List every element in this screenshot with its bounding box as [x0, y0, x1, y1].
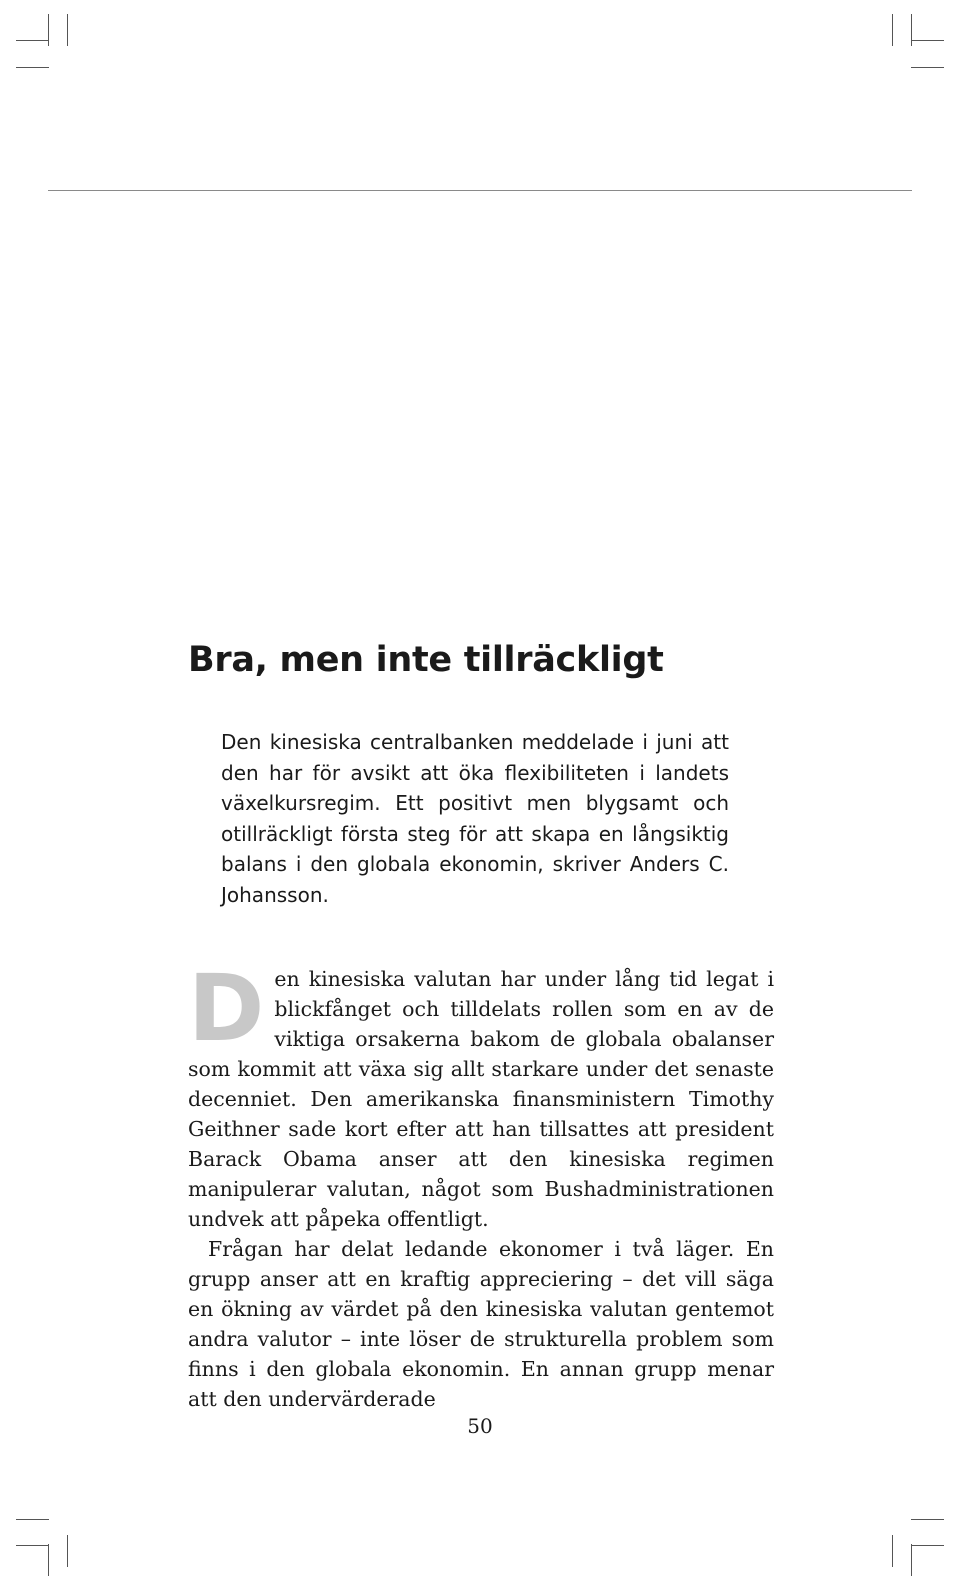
- crop-mark-top-left-h2: [16, 67, 49, 68]
- body-paragraph-1-text: en kinesiska valutan har under lång tid legat i blickfånget och tilldelats rollen som en av de viktiga orsakerna bakom de globala obalanser som kommit att växa sig allt starkare under det senaste decenniet. Den amerikanska finansministern Timothy Geithner sade kort efter att han tillsattes att president Barack Obama anser att den kinesiska regimen manipulerar valutan, något som Bushadministrationen undvek att påpeka offentligt.: [188, 967, 774, 1231]
- body-paragraph-2: Frågan har delat ledande ekonomer i två läger. En grupp anser att en kraftig appreciering – det vill säga en ökning av värdet på den kinesiska valutan gentemot andra valutor – inte löser de strukturella problem som finns i den globala ekonomin. En annan grupp menar att den undervärderade: [188, 1237, 774, 1411]
- crop-mark-top-left-v: [48, 14, 49, 46]
- crop-mark-top-left-h: [16, 40, 49, 41]
- crop-mark-bottom-left-v: [48, 1544, 49, 1576]
- crop-mark-top-right-v: [911, 14, 912, 46]
- crop-mark-bottom-left-h: [16, 1519, 49, 1520]
- article-body: [188, 955, 774, 1414]
- article-lead: Den kinesiska centralbanken meddelade i juni att den har för avsikt att öka flexibiliteten i landets växelkursregim. Ett positivt men blygsamt och otillräckligt första steg för att skapa en långsiktig balans i den globala ekonomin, skriver Anders C. Johansson.: [221, 730, 729, 907]
- body-paragraph-1: [188, 955, 774, 1234]
- crop-mark-top-right-h: [911, 40, 944, 41]
- crop-mark-top-right-h2: [911, 67, 944, 68]
- crop-mark-bottom-left-h2: [16, 1545, 49, 1546]
- page-number: 50: [467, 1414, 493, 1438]
- article-title: Bra, men inte tillräckligt: [188, 640, 664, 680]
- crop-mark-top-left-v2: [67, 14, 68, 46]
- crop-mark-bottom-left-v2: [67, 1535, 68, 1567]
- crop-mark-bottom-right-h2: [911, 1545, 944, 1546]
- drop-cap: D: [188, 955, 265, 1062]
- header-rule: [48, 190, 912, 191]
- crop-mark-top-right-v2: [892, 14, 893, 46]
- crop-mark-bottom-right-v: [911, 1544, 912, 1576]
- crop-mark-bottom-right-h: [911, 1519, 944, 1520]
- crop-mark-bottom-right-v2: [892, 1535, 893, 1567]
